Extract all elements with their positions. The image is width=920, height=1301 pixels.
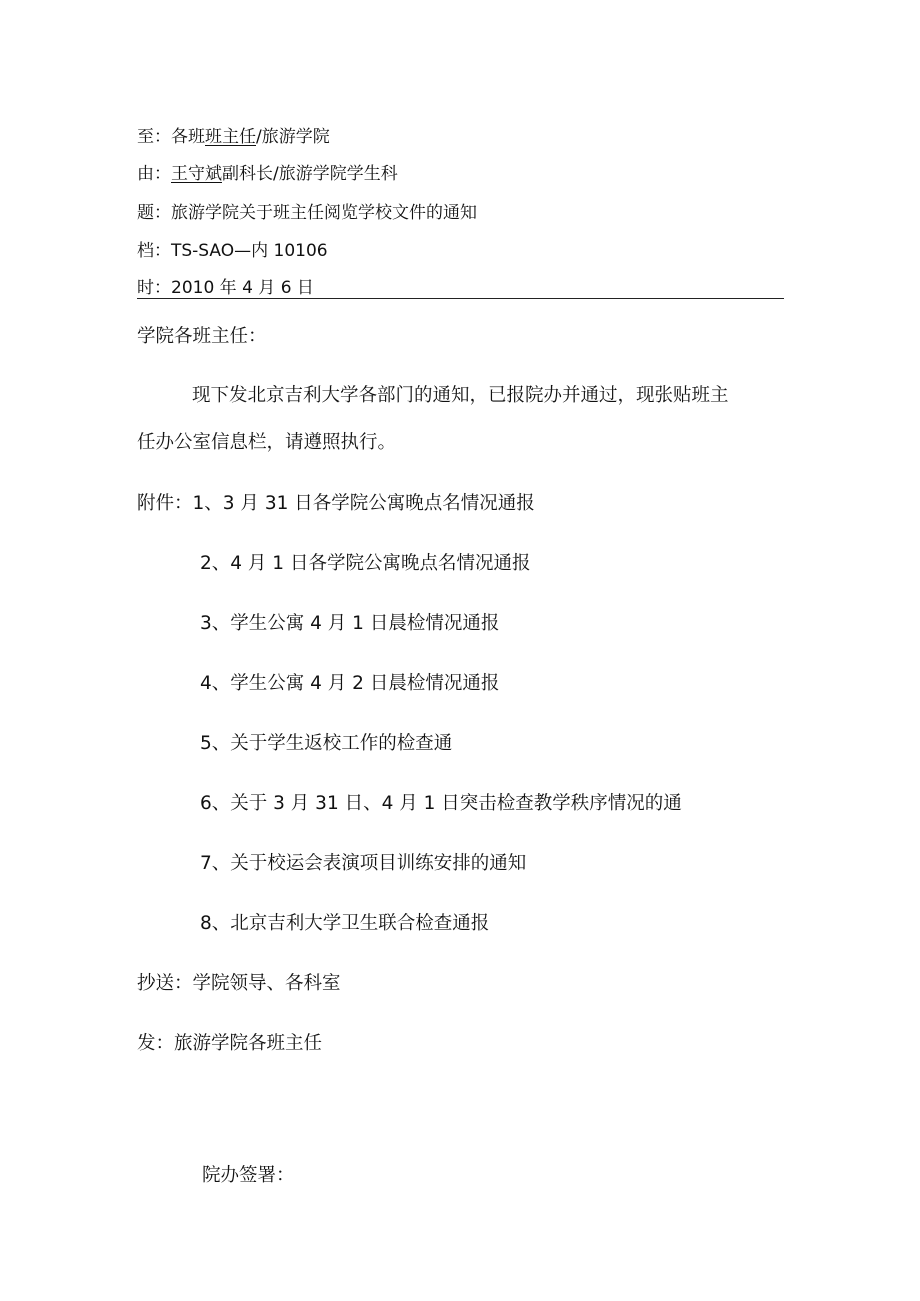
from-underlined: 王守斌	[171, 164, 222, 184]
file-number: TS-SAO—内 10106	[171, 241, 328, 261]
attachment-item: 5、关于学生返校工作的检查通	[200, 733, 453, 754]
attachment-item: 4、学生公寓 4 月 2 日晨检情况通报	[200, 673, 500, 694]
attachment-item: 6、关于 3 月 31 日、4 月 1 日突击检查教学秩序情况的通	[200, 793, 682, 814]
body-paragraph-line2: 任办公室信息栏，请遵照执行。	[137, 432, 397, 453]
attachment-item: 3、学生公寓 4 月 1 日晨检情况通报	[200, 613, 500, 634]
from-suffix: 副科长/旅游学院学生科	[222, 164, 398, 184]
to-label: 至：	[137, 127, 171, 147]
subject-text: 旅游学院关于班主任阅览学校文件的通知	[171, 203, 477, 223]
header-file	[137, 238, 328, 264]
date-label: 时：	[137, 278, 171, 298]
to-underlined: 班主任	[205, 127, 256, 147]
attachment-item: 1、3 月 31 日各学院公寓晚点名情况通报	[192, 493, 535, 514]
send-line: 发：旅游学院各班主任	[137, 1033, 323, 1054]
header-subject	[137, 200, 477, 226]
subject-label: 题：	[137, 203, 171, 223]
salutation: 学院各班主任：	[137, 326, 267, 347]
header-to	[137, 124, 330, 150]
to-suffix: /旅游学院	[256, 127, 330, 147]
body-paragraph-line1: 现下发北京吉利大学各部门的通知，已报院办并通过，现张贴班主	[192, 385, 729, 406]
from-label: 由：	[137, 164, 171, 184]
attachment-item: 7、关于校运会表演项目训练安排的通知	[200, 853, 527, 874]
signature-line: 院办签署：	[202, 1165, 295, 1186]
cc-line: 抄送：学院领导、各科室	[137, 973, 341, 994]
attachments-label: 附件：	[137, 493, 193, 514]
attachments-line-first	[137, 489, 535, 519]
file-label: 档：	[137, 241, 171, 261]
to-prefix: 各班	[171, 127, 205, 147]
header-divider	[137, 298, 784, 299]
attachment-item: 8、北京吉利大学卫生联合检查通报	[200, 913, 490, 934]
date-text: 2010 年 4 月 6 日	[171, 278, 314, 298]
attachment-item: 2、4 月 1 日各学院公寓晚点名情况通报	[200, 553, 531, 574]
header-from	[137, 161, 398, 187]
